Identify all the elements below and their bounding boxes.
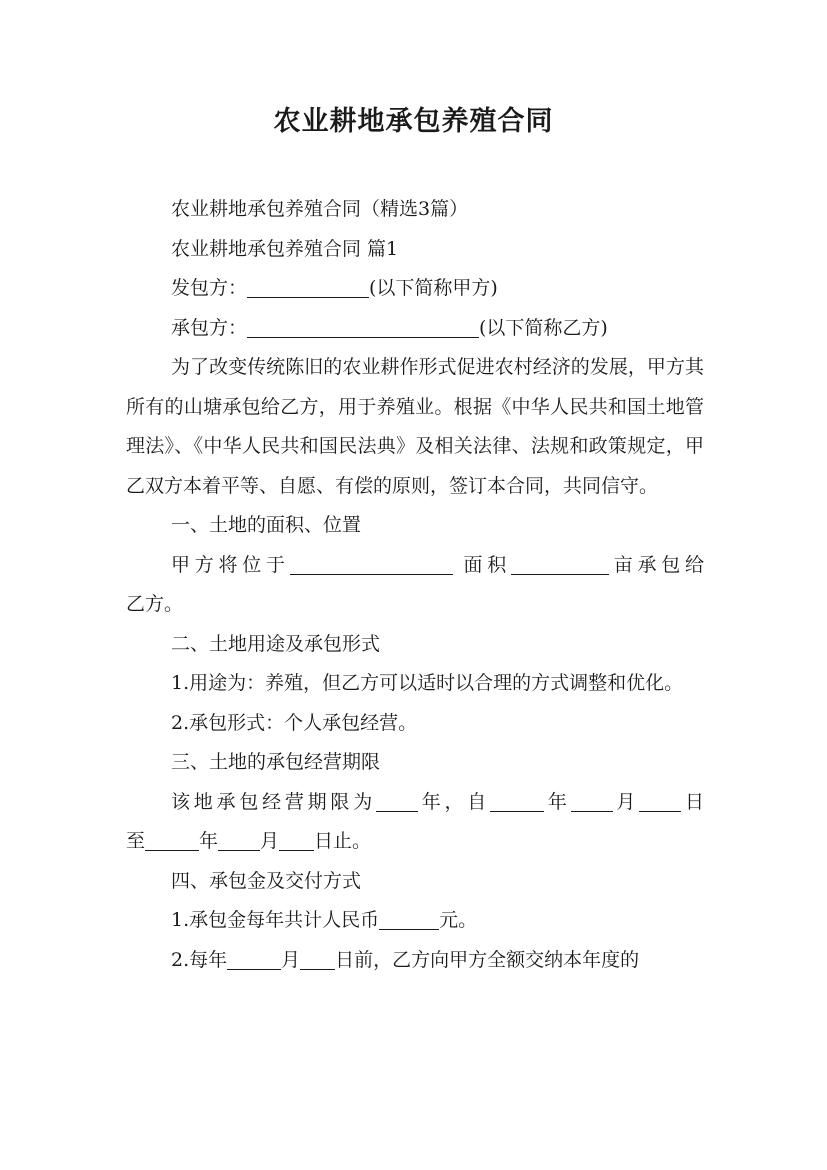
fee-amount-blank	[379, 909, 439, 930]
part-heading: 农业耕地承包养殖合同 篇1	[171, 237, 399, 260]
fee-unit-text: 元。	[439, 909, 478, 931]
section-1-location-cont: 乙方。	[126, 593, 184, 615]
area-text: 面积	[452, 553, 511, 576]
start-day-text: 日	[681, 790, 704, 813]
end-year-blank	[145, 830, 199, 851]
party-a-blank	[247, 277, 369, 298]
section-4-item-1	[126, 901, 704, 941]
term-from-text: 年，自	[417, 790, 491, 813]
subtitle-line: 农业耕地承包养殖合同（精选3篇）	[171, 198, 469, 220]
payment-text: 2.每年	[171, 948, 228, 971]
section-3-term-line	[126, 783, 704, 823]
party-b-blank	[247, 317, 479, 338]
section-2-heading: 二、土地用途及承包形式	[171, 632, 381, 655]
document-body	[126, 190, 704, 980]
section-1-location-line	[126, 546, 704, 586]
party-a-suffix: (以下简称甲方)	[369, 277, 498, 299]
end-month-blank	[218, 830, 260, 851]
preamble-paragraph: 为了改变传统陈旧的农业耕作形式促进农村经济的发展，甲方其所有的山塘承包给乙方，用于养殖业。根据《中华人民共和国土地管理法》、《中华人民共和国民法典》及相关法律、法规和政策规定，甲乙双方本着平等、自愿、有偿的原则，签订本合同，共同信守。	[126, 356, 704, 497]
section-2-item-1: 1.用途为：养殖，但乙方可以适时以合理的方式调整和优化。	[171, 672, 684, 694]
end-day-text: 日止。	[314, 830, 372, 852]
payment-rest-text: 日前，乙方向甲方全额交纳本年度的	[335, 948, 640, 971]
section-3-term-cont	[126, 822, 704, 862]
payment-month-text: 月	[281, 948, 301, 971]
location-text: 甲方将位于	[171, 553, 290, 576]
fee-text: 1.承包金每年共计人民币	[171, 909, 380, 931]
party-b-suffix: (以下简称乙方)	[479, 316, 608, 339]
section-4-heading: 四、承包金及交付方式	[171, 869, 362, 892]
term-to-text: 至	[126, 830, 146, 852]
start-year-text: 年	[544, 790, 571, 813]
party-b-label: 承包方：	[171, 316, 248, 339]
document-title: 农业耕地承包养殖合同	[273, 106, 554, 137]
area-unit-text: 亩承包给	[609, 553, 704, 576]
start-year-blank	[490, 791, 544, 812]
party-b-line	[126, 309, 704, 349]
section-4-item-2	[126, 941, 704, 981]
area-blank	[511, 554, 609, 575]
payment-month-blank	[227, 949, 281, 970]
section-2-item-2: 2.承包形式：个人承包经营。	[171, 711, 418, 734]
end-day-blank	[279, 830, 314, 851]
party-a-line	[126, 269, 704, 309]
party-a-label: 发包方：	[171, 277, 248, 299]
term-text: 该地承包经营期限为	[171, 790, 376, 813]
payment-day-blank	[300, 949, 335, 970]
section-3-heading: 三、土地的承包经营期限	[171, 751, 381, 773]
location-blank	[290, 554, 453, 575]
term-years-blank	[376, 791, 418, 812]
end-month-text: 月	[260, 830, 280, 852]
section-1-heading: 一、土地的面积、位置	[171, 514, 362, 536]
start-month-blank	[571, 791, 613, 812]
end-year-text: 年	[199, 830, 219, 852]
start-month-text: 月	[612, 790, 640, 813]
start-day-blank	[639, 791, 681, 812]
